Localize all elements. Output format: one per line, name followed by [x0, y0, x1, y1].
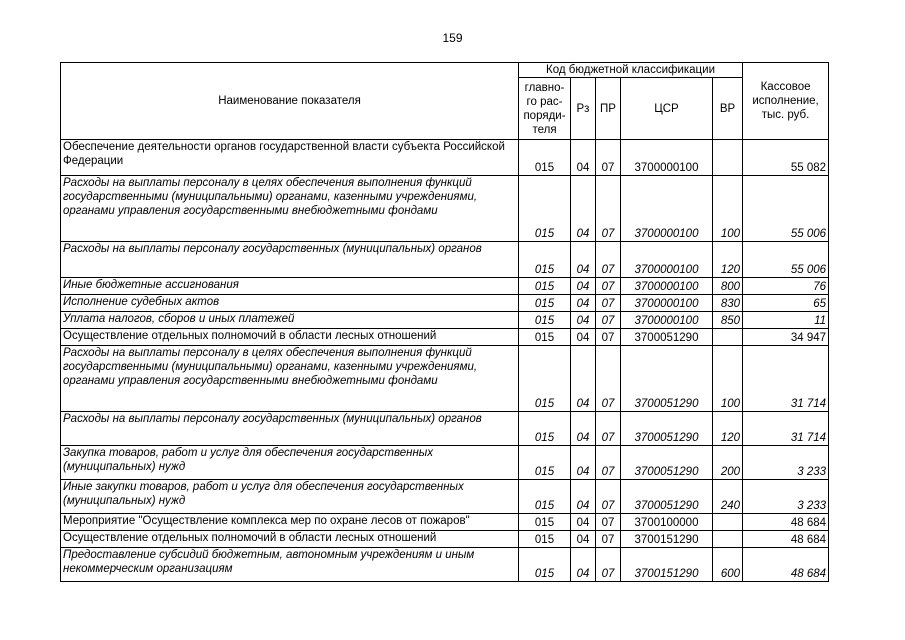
- header-glavny: главно-го рас-поряди-теля: [519, 78, 571, 140]
- header-code-group: Код бюджетной классификации: [519, 63, 743, 78]
- table-body: [61, 140, 829, 582]
- row-rz-cell: 04: [571, 531, 596, 548]
- row-vr-cell: 830: [713, 295, 743, 312]
- header-rz: Рз: [571, 78, 596, 140]
- table-row: [61, 531, 829, 548]
- row-csr-cell: 3700051290: [621, 346, 713, 412]
- row-amount-cell: 3 233: [743, 480, 829, 514]
- row-rz-cell: 04: [571, 514, 596, 531]
- row-csr-cell: 3700000100: [621, 312, 713, 329]
- row-rz-cell: 04: [571, 480, 596, 514]
- row-csr-cell: 3700000100: [621, 140, 713, 176]
- row-amount-cell: 48 684: [743, 514, 829, 531]
- table-row: [61, 329, 829, 346]
- row-glavny-cell: 015: [519, 295, 571, 312]
- header-pr: ПР: [596, 78, 621, 140]
- row-rz-cell: 04: [571, 176, 596, 242]
- row-csr-cell: 3700151290: [621, 548, 713, 582]
- row-amount-cell: 11: [743, 312, 829, 329]
- table-row: [61, 278, 829, 295]
- row-csr-cell: 3700051290: [621, 480, 713, 514]
- row-pr-cell: 07: [596, 548, 621, 582]
- row-vr-cell: 800: [713, 278, 743, 295]
- row-glavny-cell: 015: [519, 514, 571, 531]
- row-amount-cell: 31 714: [743, 412, 829, 446]
- row-csr-cell: 3700051290: [621, 329, 713, 346]
- row-csr-cell: 3700051290: [621, 412, 713, 446]
- row-rz-cell: 04: [571, 312, 596, 329]
- row-pr-cell: 07: [596, 278, 621, 295]
- row-pr-cell: 07: [596, 329, 621, 346]
- row-name-cell: Закупка товаров, работ и услуг для обеспечения государственных (муниципальных) нужд: [61, 446, 519, 480]
- row-pr-cell: 07: [596, 446, 621, 480]
- row-pr-cell: 07: [596, 480, 621, 514]
- row-csr-cell: 3700000100: [621, 242, 713, 278]
- row-glavny-cell: 015: [519, 312, 571, 329]
- header-csr: ЦСР: [621, 78, 713, 140]
- header-vr: ВР: [713, 78, 743, 140]
- row-name-cell: Расходы на выплаты персоналу в целях обеспечения выполнения функций государственными (муниципальными) органами, казенными учреждениями, органами управления государственными внебюджетными фондами: [61, 346, 519, 412]
- row-csr-cell: 3700151290: [621, 531, 713, 548]
- table-row: [61, 312, 829, 329]
- row-glavny-cell: 015: [519, 242, 571, 278]
- row-pr-cell: 07: [596, 346, 621, 412]
- table-row: [61, 412, 829, 446]
- row-pr-cell: 07: [596, 140, 621, 176]
- row-rz-cell: 04: [571, 412, 596, 446]
- row-vr-cell: 200: [713, 446, 743, 480]
- row-rz-cell: 04: [571, 242, 596, 278]
- row-name-cell: Расходы на выплаты персоналу государственных (муниципальных) органов: [61, 242, 519, 278]
- row-rz-cell: 04: [571, 329, 596, 346]
- page-number: 159: [442, 31, 463, 45]
- row-amount-cell: 31 714: [743, 346, 829, 412]
- row-glavny-cell: 015: [519, 176, 571, 242]
- row-amount-cell: 3 233: [743, 446, 829, 480]
- row-glavny-cell: 015: [519, 412, 571, 446]
- table-row: [61, 480, 829, 514]
- row-csr-cell: 3700051290: [621, 446, 713, 480]
- row-vr-cell: 100: [713, 346, 743, 412]
- row-name-cell: Исполнение судебных актов: [61, 295, 519, 312]
- row-amount-cell: 55 006: [743, 176, 829, 242]
- row-amount-cell: 55 082: [743, 140, 829, 176]
- row-vr-cell: 850: [713, 312, 743, 329]
- row-vr-cell: [713, 531, 743, 548]
- header-amount: Кассовое исполнение, тыс. руб.: [743, 63, 829, 140]
- row-vr-cell: [713, 329, 743, 346]
- row-name-cell: Мероприятие "Осуществление комплекса мер по охране лесов от пожаров": [61, 514, 519, 531]
- row-name-cell: Предоставление субсидий бюджетным, автономным учреждениям и иным некоммерческим организациям: [61, 548, 519, 582]
- row-rz-cell: 04: [571, 346, 596, 412]
- row-glavny-cell: 015: [519, 531, 571, 548]
- row-amount-cell: 34 947: [743, 329, 829, 346]
- row-pr-cell: 07: [596, 312, 621, 329]
- header-name: Наименование показателя: [61, 63, 519, 140]
- row-vr-cell: [713, 140, 743, 176]
- row-pr-cell: 07: [596, 295, 621, 312]
- row-name-cell: Расходы на выплаты персоналу государственных (муниципальных) органов: [61, 412, 519, 446]
- row-csr-cell: 3700000100: [621, 278, 713, 295]
- table-row: [61, 242, 829, 278]
- row-rz-cell: 04: [571, 446, 596, 480]
- row-amount-cell: 65: [743, 295, 829, 312]
- row-rz-cell: 04: [571, 295, 596, 312]
- table-row: [61, 295, 829, 312]
- row-vr-cell: [713, 514, 743, 531]
- row-csr-cell: 3700000100: [621, 176, 713, 242]
- table-row: [61, 446, 829, 480]
- row-glavny-cell: 015: [519, 346, 571, 412]
- row-name-cell: Уплата налогов, сборов и иных платежей: [61, 312, 519, 329]
- row-glavny-cell: 015: [519, 140, 571, 176]
- table-row: [61, 176, 829, 242]
- row-pr-cell: 07: [596, 412, 621, 446]
- row-name-cell: Иные закупки товаров, работ и услуг для обеспечения государственных (муниципальных) нужд: [61, 480, 519, 514]
- row-pr-cell: 07: [596, 242, 621, 278]
- row-glavny-cell: 015: [519, 446, 571, 480]
- table-row: [61, 140, 829, 176]
- budget-table: [60, 62, 829, 582]
- table-row: [61, 346, 829, 412]
- row-vr-cell: 120: [713, 242, 743, 278]
- row-name-cell: Обеспечение деятельности органов государственной власти субъекта Российской Федерации: [61, 140, 519, 176]
- row-amount-cell: 76: [743, 278, 829, 295]
- row-rz-cell: 04: [571, 278, 596, 295]
- row-csr-cell: 3700000100: [621, 295, 713, 312]
- row-glavny-cell: 015: [519, 480, 571, 514]
- row-vr-cell: 600: [713, 548, 743, 582]
- row-rz-cell: 04: [571, 548, 596, 582]
- row-csr-cell: 3700100000: [621, 514, 713, 531]
- row-amount-cell: 55 006: [743, 242, 829, 278]
- row-vr-cell: 100: [713, 176, 743, 242]
- row-name-cell: Осуществление отдельных полномочий в области лесных отношений: [61, 329, 519, 346]
- row-amount-cell: 48 684: [743, 531, 829, 548]
- table-row: [61, 548, 829, 582]
- row-amount-cell: 48 684: [743, 548, 829, 582]
- row-pr-cell: 07: [596, 514, 621, 531]
- row-glavny-cell: 015: [519, 329, 571, 346]
- row-pr-cell: 07: [596, 531, 621, 548]
- row-glavny-cell: 015: [519, 278, 571, 295]
- row-glavny-cell: 015: [519, 548, 571, 582]
- row-vr-cell: 120: [713, 412, 743, 446]
- row-rz-cell: 04: [571, 140, 596, 176]
- row-name-cell: Иные бюджетные ассигнования: [61, 278, 519, 295]
- row-name-cell: Расходы на выплаты персоналу в целях обеспечения выполнения функций государственными (муниципальными) органами, казенными учреждениями, органами управления государственными внебюджетными фондами: [61, 176, 519, 242]
- row-name-cell: Осуществление отдельных полномочий в области лесных отношений: [61, 531, 519, 548]
- table-row: [61, 514, 829, 531]
- row-pr-cell: 07: [596, 176, 621, 242]
- row-vr-cell: 240: [713, 480, 743, 514]
